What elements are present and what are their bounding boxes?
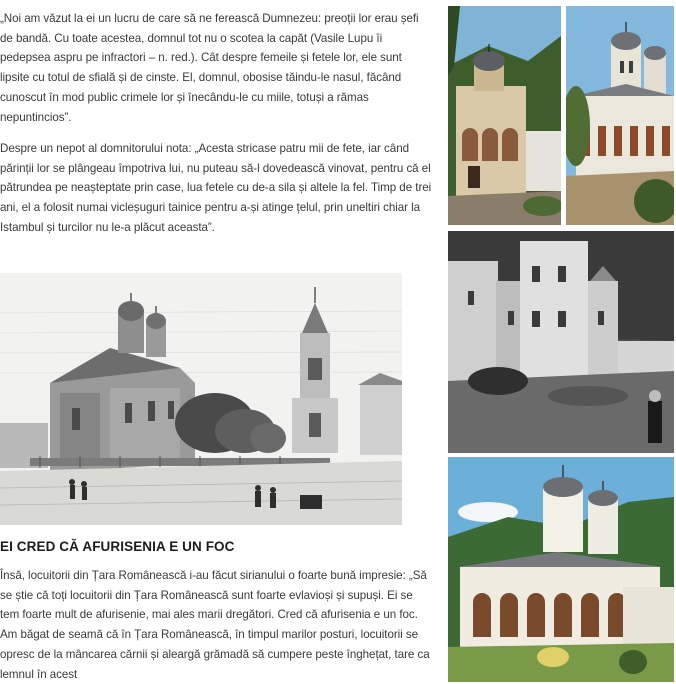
section-heading: EI CRED CĂ AFURISENIA E UN FOC [0,539,235,554]
monastery-photo-courtyard [448,6,561,225]
article-paragraph-2: Despre un nepot al domnitorului nota: „Acesta stricase patru mii de fete, iar când părinții lor se plângeau împotriva lui, nu puteau să-l dovedească vinovat, pentru că el pătrundea pe neașteptate prin case, lua fetele cu de-a sila și altele la fel. Timp de trei ani, el a folosit numai vicleșuguri tainice pentru a-și atinge țelul, prin uneltiri chiar la Istambul și turcilor nu le-a plăcut aceasta”. [0,142,432,234]
section-paragraph: Însă, locuitorii din Țara Românească i-au făcut sirianului o foarte bună impresie: „Să se știe că toți locuitorii din Țara Românească sunt foarte evlavioși și supuși. Ei se tem foarte mult de afurisenie, mai ales marii dregători. Cred că afurisenia e un foc. Am băgat de seamă că în Țara Românească, în timpul marilor posturi, locuitorii se opresc de la mâncarea cărnii și aleargă grămadă să cumpere peste înghețat, tare ca lemnul în acest [0,569,430,681]
monastery-photo-church-tower [566,6,674,225]
monastery-photo-church-hills [448,457,674,682]
article-paragraph-1: „Noi am văzut la ei un lucru de care să ne ferească Dumnezeu: preoții lor erau șefi de bandă. Cu toate acestea, domnul tot nu o scotea la capăt (Vasile Lupu îi pedepsea aspru pe infractori – n. red.). Cât despre femeile și fetele lor, ele sunt lipsite cu totul de sfială și de cinste. El, domnul, obosise tăindu-le nasul, făcând cunoscut în mod public crimele lor și înecându-le cu miile, totuși a rămas nepuntincios”. [0,12,419,124]
monastery-engraving [0,273,402,525]
monastery-photo-ruined-walls [448,231,674,453]
